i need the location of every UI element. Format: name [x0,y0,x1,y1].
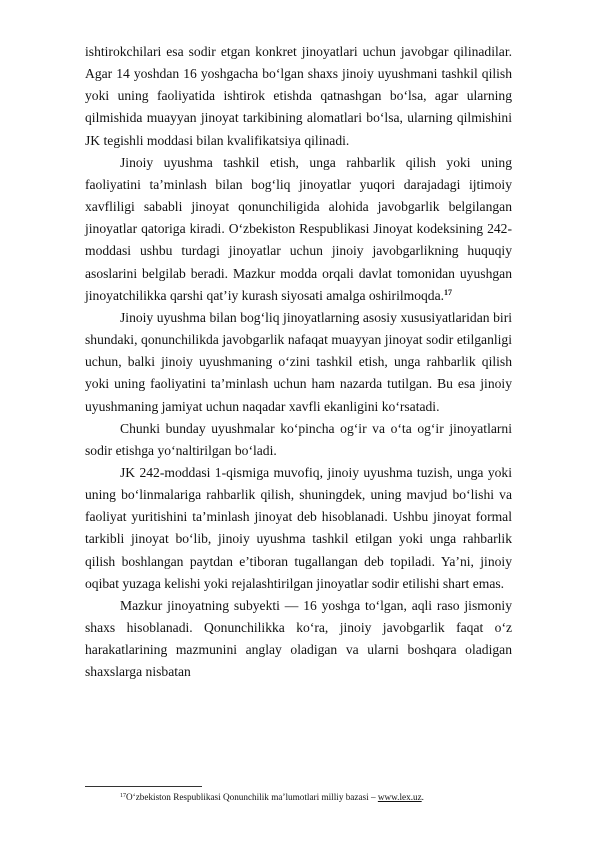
footnote-reference[interactable]: 17 [444,287,453,297]
paragraph-2-text: Jinoiy uyushma tashkil etish, unga rahbarlik qilish yoki uning faoliyatini ta’minlash bilan bog‘liq jinoyatlar yuqori darajadagi ijtimoiy xavfliligi sababli jinoyat qonunchiligida alohida javobgarlik belgilangan jinoyatlar qatoriga kiradi. O‘zbekiston Respublikasi Jinoyat kodeksining 242-moddasi ushbu turdagi jinoyatlar uchun jinoiy javobgarlikning huquqiy asoslarini belgilab beradi. Mazkur modda orqali davlat tomonidan uyushgan jinoyatchilikka qarshi qat’iy kurash siyosati amalga oshirilmoqda. [85,154,512,303]
paragraph-3-text: Jinoiy uyushma bilan bog‘liq jinoyatlarning asosiy xususiyatlaridan biri shundaki, qonunchilikda javobgarlik nafaqat muayyan jinoyat sodir etilganligi uchun, balki jinoiy uyushmaning o‘zini tashkil etish, unga rahbarlik qilish yoki uning faoliyatini ta’minlash uchun ham nazarda tutilgan. Bu esa jinoiy uyushmaning jamiyat uchun naqadar xavfli ekanligini ko‘rsatadi. [85,309,512,414]
footnote-end: . [421,792,424,802]
paragraph-5 [85,462,512,595]
paragraph-6 [85,595,512,684]
paragraph-4 [85,418,512,462]
paragraph-4-text: Chunki bunday uyushmalar ko‘pincha og‘ir va o‘ta og‘ir jinoyatlarni sodir etishga yo‘naltirilgan bo‘ladi. [85,420,512,458]
paragraph-1-text: ishtirokchilari esa sodir etgan konkret jinoyatlari uchun javobgar qilinadilar. Agar 14 yoshdan 16 yoshgacha bo‘lgan shaxs jinoiy uyushmani tashkil qilish yoki uning faoliyatida ishtirok etishda qatnashgan bo‘lsa, agar ularning qilmishida muayyan jinoyat tarkibining alomatlari bo‘lsa, ularning qilmishini JK tegishli moddasi bilan kvalifikatsiya qilinadi. [85,44,512,148]
paragraph-5-text: JK 242-moddasi 1-qismiga muvofiq, jinoiy uyushma tuzish, unga yoki uning bo‘linmalariga rahbarlik qilish, shuningdek, uning mavjud bo‘lishi va faoliyat yuritishini ta’minlash jinoyat deb hisoblanadi. Ushbu jinoyat formal tarkibli jinoyat bo‘lib, jinoiy uyushma tashkil etilgan yoki unga rahbarlik qilish boshlangan paytdan e’tiboran tugallangan deb topiladi. Ya’ni, jinoiy oqibat yuzaga kelishi yoki rejalashtirilgan jinoyatlar sodir etilishi shart emas. [85,464,512,591]
footnote-link[interactable]: www.lex.uz [377,792,422,802]
paragraph-1 [85,41,512,152]
paragraph-6-text: Mazkur jinoyatning subyekti — 16 yoshga to‘lgan, aqli raso jismoniy shaxs hisoblanadi. Qonunchilikka ko‘ra, jinoiy javobgarlik faqat o‘z harakatlarining mazmunini anglay oladigan va ularni boshqara oladigan shaxslarga nisbatan [85,597,512,680]
footnote [120,792,520,802]
document-body [85,41,512,684]
paragraph-3 [85,307,512,418]
footnote-separator [85,786,202,787]
footnote-number: 17 [120,793,126,799]
footnote-text: O‘zbekiston Respublikasi Qonunchilik ma’lumotlari milliy bazasi – [126,792,378,802]
paragraph-2 [85,152,512,307]
